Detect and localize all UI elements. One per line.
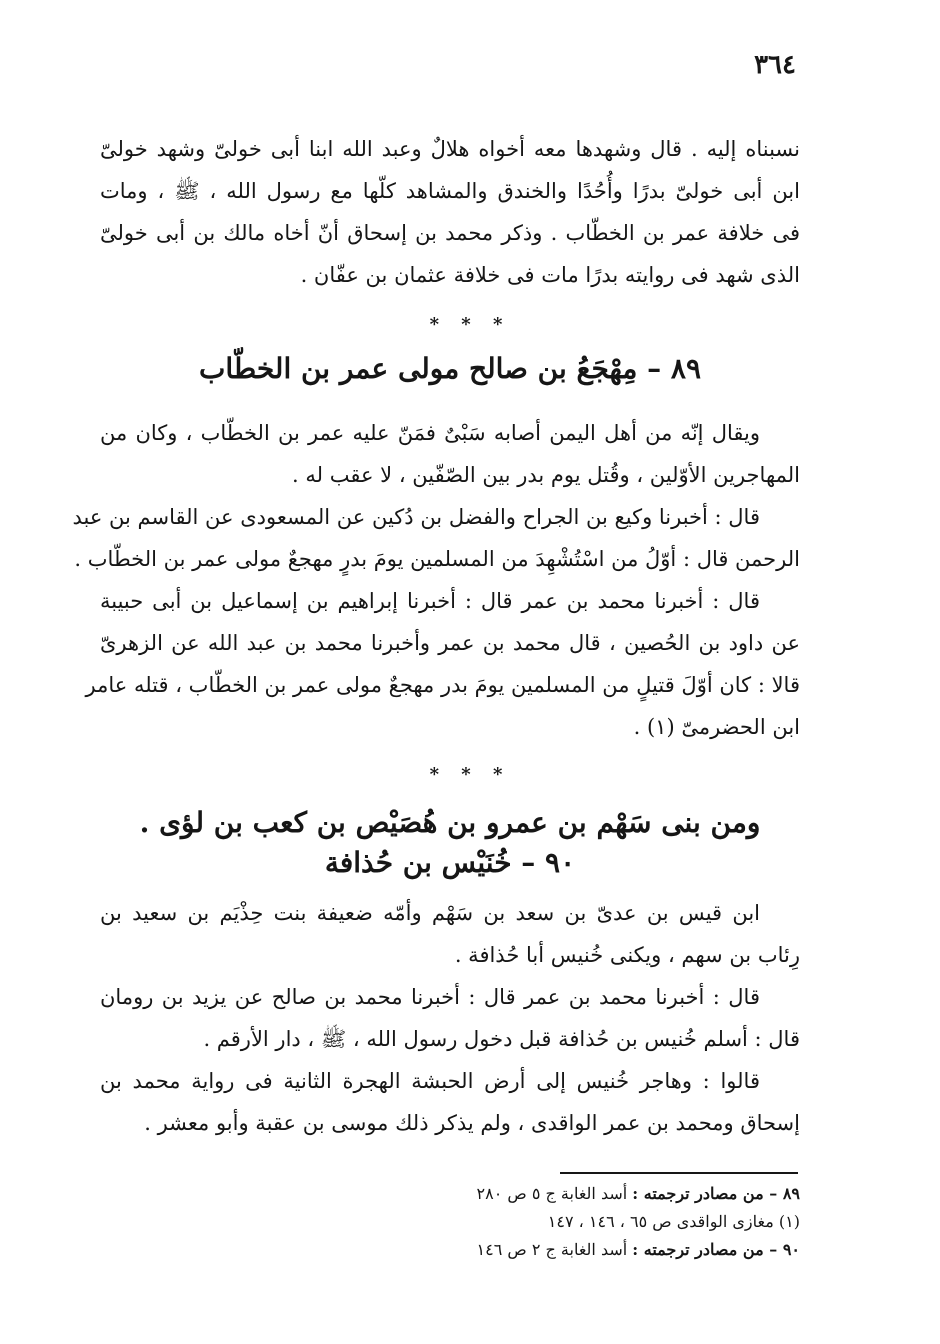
text-line: ابن قيس بن عدىّ بن سعد بن سَهْم وأمّه ضعيفة بنت حِذْيَم بن سعيد بن: [100, 901, 760, 925]
footnote: [200, 1236, 800, 1264]
text-line: عن داود بن الحُصين ، قال محمد بن عمر وأخبرنا محمد بن عبد الله عن الزهرىّ: [100, 631, 800, 655]
text-line: فى خلافة عمر بن الخطّاب . وذكر محمد بن إسحاق أنّ أخاه مالك بن أبى خولىّ: [100, 221, 800, 245]
text-line: إسحاق ومحمد بن عمر الواقدى ، ولم يذكر ذلك موسى بن عقبة وأبو معشر .: [144, 1111, 800, 1135]
text-line: قالا : كان أوّلَ قتيلٍ من المسلمين يومَ بدر مهجعٌ مولى عمر بن الخطّاب ، قتله عامر: [85, 673, 800, 697]
intro-paragraph: [100, 128, 800, 296]
text-line: ويقال إنّه من أهل اليمن أصابه سَبْىٌ فمَنّ عليه عمر بن الخطّاب ، وكان من: [100, 421, 760, 445]
section-separator: * * *: [429, 314, 511, 335]
text-line: المهاجرين الأوّلين ، وقُتل يوم بدر بين الصّفّين ، لا عقب له .: [292, 463, 800, 487]
text-line: قال : أخبرنا محمد بن عمر قال : أخبرنا إبراهيم بن إسماعيل بن أبى حبيبة: [100, 589, 760, 613]
text-line: ابن الحضرمىّ (١) .: [633, 715, 800, 739]
page-number: ٣٦٤: [754, 50, 796, 80]
footnote-text: أسد الغابة ج ٥ ص ٢٨٠: [476, 1184, 633, 1203]
text-line: قالوا : وهاجر خُنيس إلى أرض الحبشة الهجرة الثانية فى رواية محمد بن: [100, 1069, 760, 1093]
footnote-text: مغازى الواقدى ص ٦٥ ، ١٤٦ ، ١٤٧: [547, 1212, 779, 1231]
footnote-label: (١): [778, 1212, 800, 1231]
section-89-body: [72, 412, 800, 748]
footnote: [200, 1208, 800, 1236]
text-line: قال : أسلم خُنيس بن حُذافة قبل دخول رسول الله ، ﷺ ، دار الأرقم .: [203, 1027, 800, 1051]
text-line: الرحمن قال : أوّلُ من اسْتُشْهِدَ من المسلمين يومَ بدرٍ مهجعٌ مولى عمر بن الخطّاب .: [74, 547, 800, 571]
text-line: قال : أخبرنا وكيع بن الجراح والفضل بن دُكين عن المسعودى عن القاسم بن عبد: [72, 505, 760, 529]
footnote: [200, 1180, 800, 1208]
section-89-heading: ٨٩ – مِهْجَعُ بن صالح مولى عمر بن الخطّاب: [199, 352, 701, 385]
footnote-label: ٩٠ – من مصادر ترجمته :: [632, 1240, 800, 1259]
section-90-heading: ٩٠ – خُنَيْس بن حُذافة: [324, 846, 576, 879]
text-line: نسبناه إليه . قال وشهدها معه أخواه هلالٌ وعبد الله ابنا أبى خولىّ وشهد خولىّ: [100, 137, 800, 161]
text-line: الذى شهد فى روايته بدرًا مات فى خلافة عثمان بن عفّان .: [300, 263, 800, 287]
text-line: رِئاب بن سهم ، ويكنى خُنيس أبا حُذافة .: [454, 943, 800, 967]
text-line: ابن أبى خولىّ بدرًا وأُحُدًا والخندق والمشاهد كلّها مع رسول الله ، ﷺ ، ومات: [100, 179, 800, 203]
tribe-heading: ومن بنى سَهْم بن عمرو بن هُصَيْص بن كعب بن لؤى .: [139, 806, 761, 839]
footnote-divider: [560, 1172, 798, 1174]
footnote-text: أسد الغابة ج ٢ ص ١٤٦: [476, 1240, 633, 1259]
footnotes: [200, 1180, 800, 1264]
section-90-body: [100, 892, 800, 1144]
footnote-label: ٨٩ – من مصادر ترجمته :: [632, 1184, 800, 1203]
text-line: قال : أخبرنا محمد بن عمر قال : أخبرنا محمد بن صالح عن يزيد بن رومان: [100, 985, 760, 1009]
section-separator: * * *: [429, 764, 511, 785]
